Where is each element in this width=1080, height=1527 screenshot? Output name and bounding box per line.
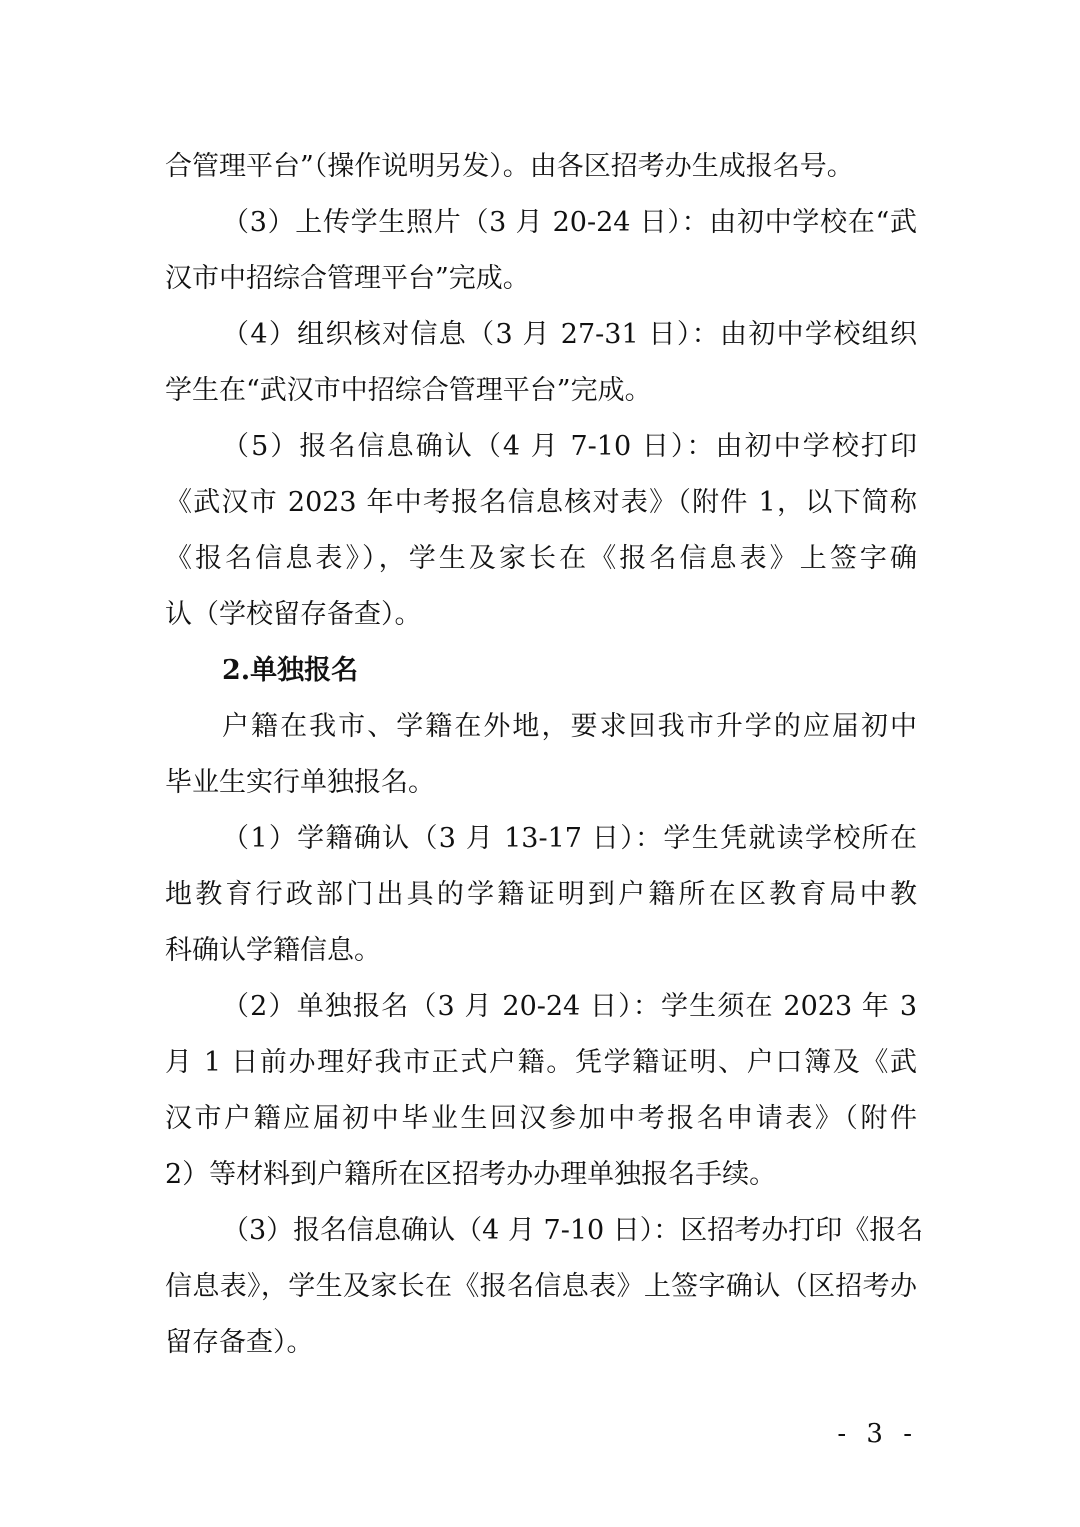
paragraph-line: 户籍在我市、学籍在外地，要求回我市升学的应届初中: [222, 711, 917, 742]
paragraph-line: 留存备查）。: [165, 1327, 314, 1358]
paragraph-line: 汉市中招综合管理平台”完成。: [165, 263, 530, 294]
paragraph-line: 合管理平台”（操作说明另发）。由各区招考办生成报名号。: [165, 151, 854, 182]
paragraph-line: 毕业生实行单独报名。: [165, 767, 435, 798]
paragraph-line: （4）组织核对信息（3 月 27-31 日）：由初中学校组织: [222, 319, 917, 350]
paragraph-line: （3）上传学生照片（3 月 20-24 日）：由初中学校在“武: [222, 207, 917, 238]
paragraph-line: 信息表》，学生及家长在《报名信息表》上签字确认（区招考办: [165, 1271, 917, 1302]
paragraph-line: 《武汉市 2023 年中考报名信息核对表》（附件 1，以下简称: [165, 487, 917, 518]
paragraph-line: 地教育行政部门出具的学籍证明到户籍所在区教育局中教: [165, 879, 917, 910]
paragraph-line: （1）学籍确认（3 月 13-17 日）：学生凭就读学校所在: [222, 823, 917, 854]
paragraph-line: 汉市户籍应届初中毕业生回汉参加中考报名申请表》（附件: [165, 1103, 917, 1134]
paragraph-line: 科确认学籍信息。: [165, 935, 381, 966]
paragraph-line: （5）报名信息确认（4 月 7-10 日）：由初中学校打印: [222, 431, 917, 462]
paragraph-line: 认（学校留存备查）。: [165, 599, 422, 630]
paragraph-line: 《报名信息表》），学生及家长在《报名信息表》上签字确: [165, 543, 917, 574]
page-number: - 3 -: [837, 1419, 918, 1449]
paragraph-line: （2）单独报名（3 月 20-24 日）：学生须在 2023 年 3: [222, 991, 917, 1022]
section-heading: 2.单独报名: [222, 655, 359, 686]
paragraph-line: 月 1 日前办理好我市正式户籍。凭学籍证明、户口簿及《武: [165, 1047, 917, 1078]
paragraph-line: 学生在“武汉市中招综合管理平台”完成。: [165, 375, 652, 406]
paragraph-line: （3）报名信息确认（4 月 7-10 日）：区招考办打印《报名: [222, 1215, 924, 1246]
paragraph-line: 2）等材料到户籍所在区招考办办理单独报名手续。: [165, 1159, 777, 1190]
